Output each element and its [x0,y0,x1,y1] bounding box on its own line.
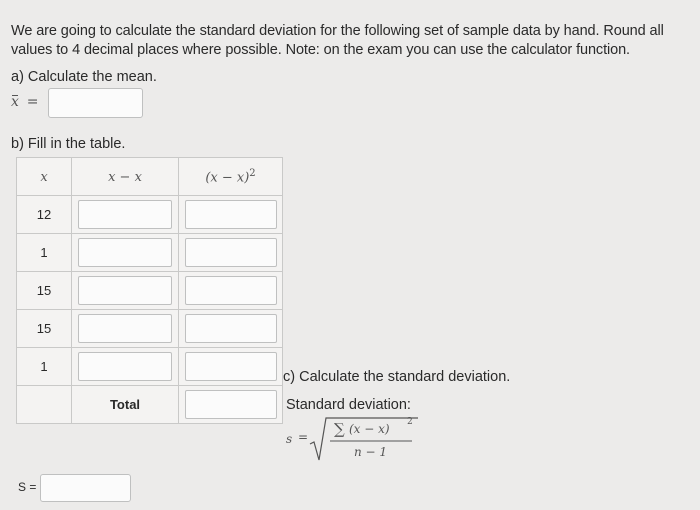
squared-input[interactable] [185,238,277,267]
sd-answer-input[interactable] [40,474,131,502]
part-c-label: c) Calculate the standard deviation. [283,369,511,385]
total-row [17,386,283,424]
deviation-cell [72,234,179,272]
deviation-input[interactable] [78,200,172,229]
sd-formula [282,414,422,464]
table-row [17,272,283,310]
deviation-input[interactable] [78,314,172,343]
answer-label: S = [18,480,37,494]
deviation-cell [72,272,179,310]
deviation-input[interactable] [78,238,172,267]
squared-cell [179,310,283,348]
deviation-cell [72,196,179,234]
formula-exponent: 2 [407,417,413,427]
mean-symbol: x [11,94,19,110]
header-squared-deviation: (x − x)2 [179,158,283,196]
sd-label: Standard deviation: [286,397,411,413]
squared-cell [179,196,283,234]
table-header-row [17,158,283,196]
squared-input[interactable] [185,314,277,343]
mean-equals: = [26,94,39,110]
formula-equals: = [298,430,309,444]
total-label: Total [72,386,179,424]
x-value: 15 [17,310,72,348]
header-deviation: x − x [72,158,179,196]
mean-input[interactable] [48,88,143,118]
squared-cell [179,272,283,310]
squared-cell [179,348,283,386]
deviation-cell [72,348,179,386]
table-row [17,234,283,272]
squared-input[interactable] [185,276,277,305]
part-b-label: b) Fill in the table. [11,136,126,152]
squared-input[interactable] [185,352,277,381]
deviation-cell [72,310,179,348]
deviation-table [16,157,283,424]
part-a-label: a) Calculate the mean. [11,69,157,85]
table-row [17,348,283,386]
header-x: x [17,158,72,196]
x-value: 15 [17,272,72,310]
x-value: 1 [17,348,72,386]
formula-s: s [286,432,293,446]
x-value: 1 [17,234,72,272]
deviation-input[interactable] [78,352,172,381]
formula-denominator: n − 1 [354,445,388,459]
total-cell [179,386,283,424]
mean-symbol-row [11,93,39,110]
deviation-input[interactable] [78,276,172,305]
total-input[interactable] [185,390,277,419]
table-row [17,196,283,234]
formula-numerator: (x − x) [349,422,390,436]
squared-input[interactable] [185,200,277,229]
x-value: 12 [17,196,72,234]
instructions: We are going to calculate the standard deviation for the following set of sample data by hand. Round all values to 4 decimal places where possible. Note: on the exam you can use the calculator function. [11,23,664,58]
table-row [17,310,283,348]
total-empty-cell [17,386,72,424]
sigma-symbol: ∑ [334,420,345,438]
squared-cell [179,234,283,272]
